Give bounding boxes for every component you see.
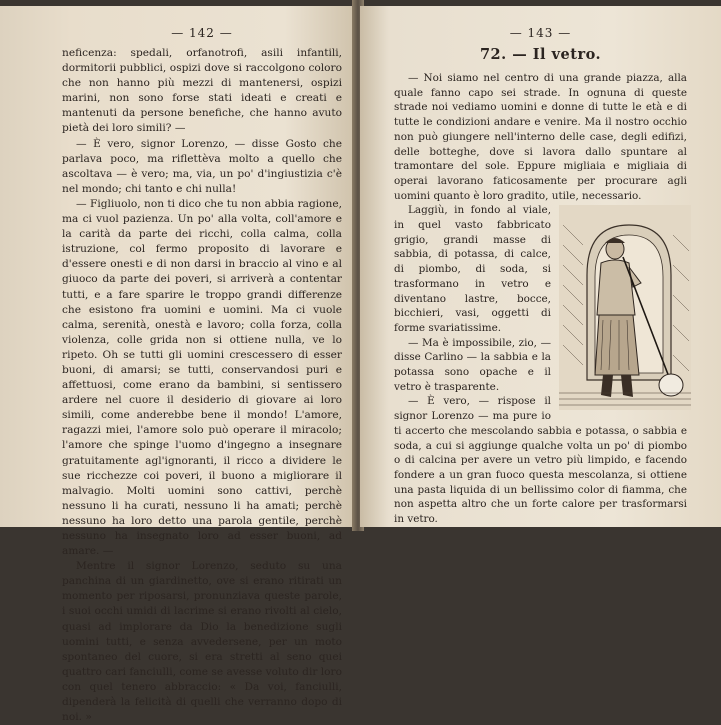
- glassblower-illustration: [559, 205, 691, 410]
- paragraph: — È vero, — rispose il signor Lorenzo — ma pure io ti accerto che mescolando sabbia e potassa, o sabbia e soda, a cui si aggiunge qualche volta un po' di piombo o di calcina per avere un vetro più limpido, e facendo fondere a un gran fuoco questa mescolanza, si ottiene una pasta liquida di un bellissimo color di fiamma, che non aspetta altro che un forte calore per trasformarsi in vetro.: [394, 395, 687, 526]
- left-page: [0, 6, 356, 724]
- right-page: [360, 6, 721, 527]
- paragraph: Laggiù, in fondo al viale, in quel vasto fabbricato grigio, grandi masse di sabbia, di potassa, di calce, di piombo, di soda, si trasformano in vetro e diventano lastre, bocce, bicchieri, vasi, oggetti di forme svariatissime.: [394, 204, 551, 334]
- paragraph: — È vero, signor Lorenzo, — disse Gosto che parlava poco, ma riflettèva molto a quello che ascoltava — è vero; ma, via, un po' d'ingiustizia c'è nel mondo; chi tanto e chi nulla!: [62, 137, 342, 195]
- paragraph: — Ma è impossibile, zio, — disse Carlino — la sabbia e la potassa sono opache e il vetro è trasparente.: [394, 336, 551, 393]
- chapter-title: 72. — Il vetro.: [479, 46, 602, 63]
- paragraph: — Figliuolo, non ti dico che tu non abbia ragione, ma ci vuol pazienza. Un po' alla volta, coll'amore e la carità da parte dei ricchi, colla calma, colla istruzione, col fermo proposito di lavorare e d'essere onesti e di non darsi in braccio al vino e al giuoco da parte dei poveri, si arriverà a contentar tutti, e a fare sparire le troppo grandi differenze che esistono fra uomini e uomini. Ma ci vuole calma, serenità, onestà e lavoro; colla forza, colla violenza, colle grida non si ottiene nulla, ve lo ripeto. Oh se tutti gli uomini crescessero di esser buoni, di amarsi; se tutti, conservandosi puri e affettuosi, come erano da bambini, si sentissero ardere nel cuore il desiderio di giovare ai loro simili, come anderebbe bene il mondo! L'amore, ragazzi miei, l'amore solo può operare il miracolo; l'amore che spinge l'uomo d'ingegno a insegnare gratuitamente agl'ignoranti, il ricco a dividere le sue ricchezze coi poveri, il buono a migliorare il malvagio. Molti uomini sono cattivi, perchè nessuno li ha curati, nessuno li ha amati; perchè nessuno ha loro detto una parola gentile, perchè nessuno ha insegnato loro ad esser buoni, ad amare. —: [62, 197, 342, 558]
- paragraph: Mentre il signor Lorenzo, seduto su una panchina di un giardinetto, ove si erano ritirati un momento per riposarsi, pronunziava queste parole, i suoi occhi umidi di lacrime si erano rivolti al cielo, quasi ad implorare da Dio la benedizione sugli uomini tutti, e senza avvedersene, per un moto spontaneo del cuore, si era stretti al seno quei quattro cari fanciulli, come se avesse voluto dir loro con quel tenero abbraccio: « Da voi, fanciulli, dipenderà la felicità di quelli che verranno dopo di noi. »: [62, 560, 342, 724]
- page-number-left: — 142 —: [171, 26, 233, 40]
- paragraph: neficenza: spedali, orfanotrofi, asili infantili, dormitorii pubblici, ospizi dove si raccolgono coloro che non hanno più mezzi di mantenersi, ospizi marini, non sono forse stati ideati e creati e mantenuti da persone benefiche, che hanno avuto pietà dei loro simili? —: [62, 47, 342, 135]
- right-page-text: [394, 71, 687, 527]
- paragraph: — Noi siamo nel centro di una grande piazza, alla quale fanno capo sei strade. In ognuna di queste strade noi vediamo uomini e donne di tutte le età e di tutte le condizioni andare e venire. Ma il nostro occhio non può giungere nell'interno delle case, degli edifizi, delle botteghe, dove si lavora dallo spuntare al tramontare del sole. Eppure migliaia e migliaia di operai lavorano faticosamente per procurare agli uomini quanto è loro gradito, utile, necessario.: [394, 72, 687, 202]
- page-number-right: — 143 —: [509, 26, 572, 40]
- left-page-text: [62, 46, 342, 725]
